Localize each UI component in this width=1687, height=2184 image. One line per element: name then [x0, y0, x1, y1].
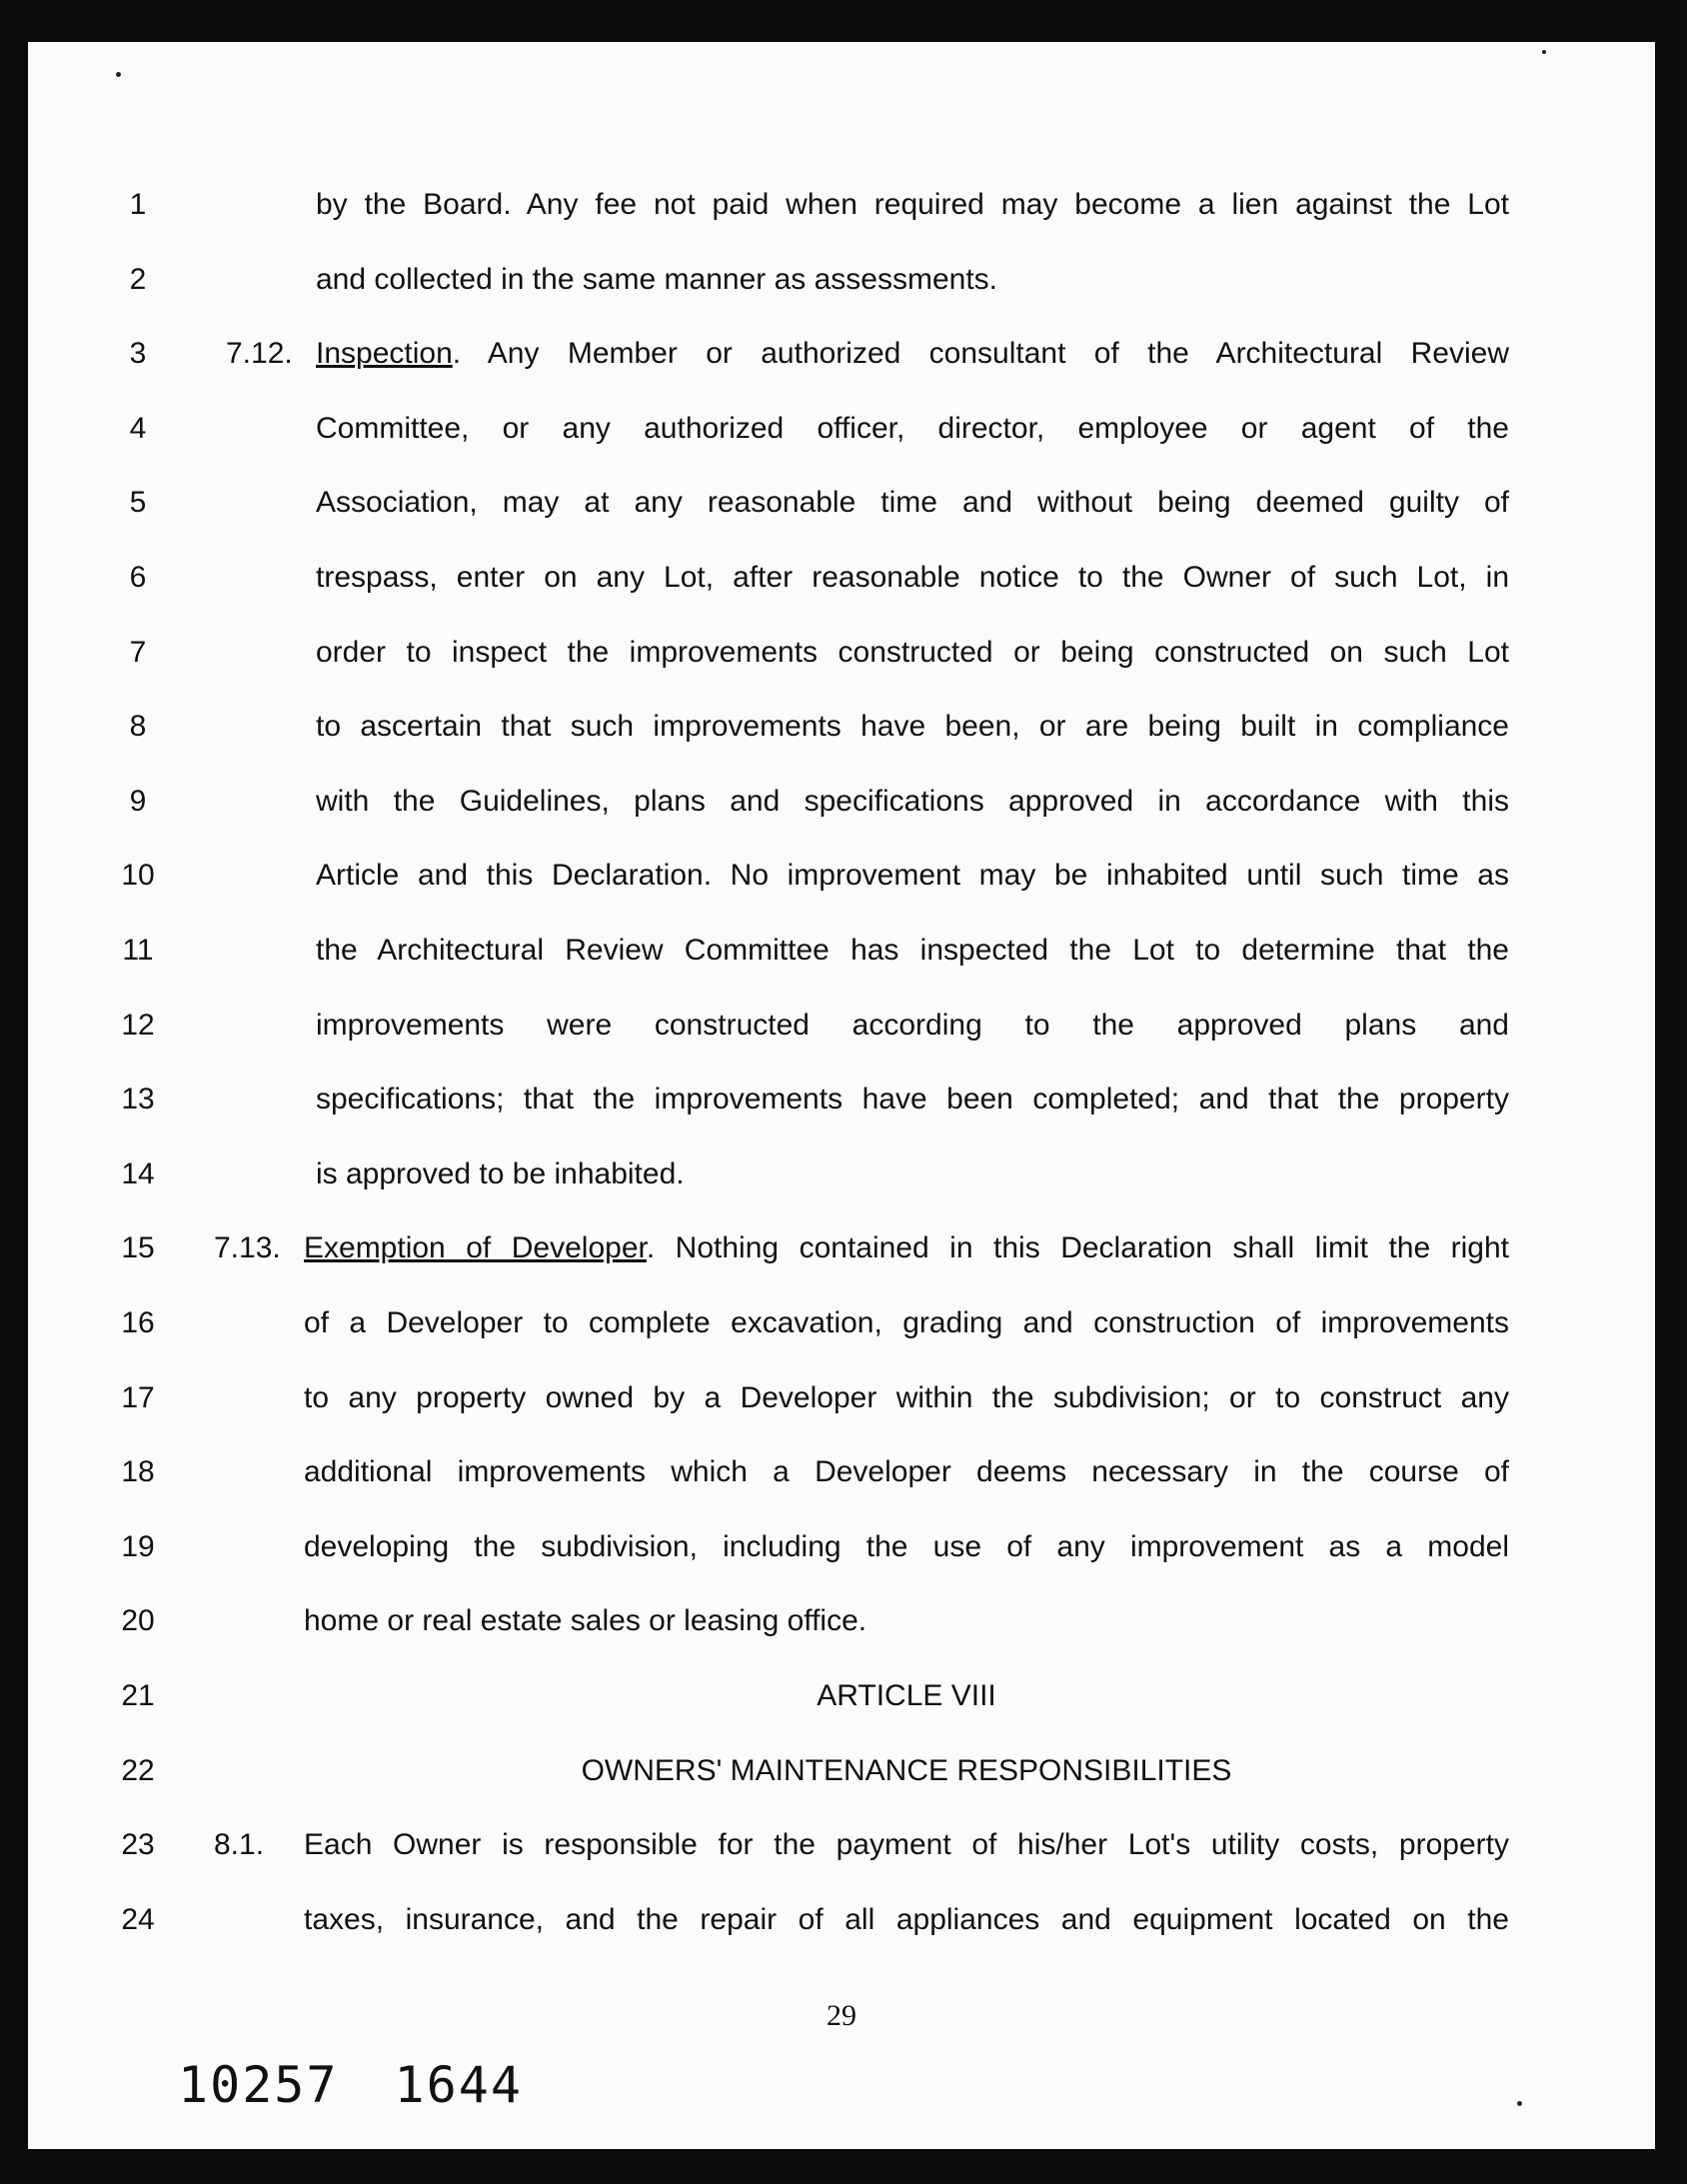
line-number: 2 [129, 262, 147, 296]
scan-speck [116, 72, 121, 77]
line-24 [28, 1890, 1655, 1950]
line-text: developing the subdivision, including the use of any improvement as a model [304, 1529, 1509, 1563]
line-20 [28, 1591, 1655, 1651]
line-5 [28, 473, 1655, 533]
line-text: by the Board. Any fee not paid when required may become a lien against the Lot [316, 188, 1509, 221]
line-number: 9 [129, 784, 147, 818]
line-13 [28, 1070, 1655, 1129]
line-number: 19 [121, 1529, 155, 1563]
line-number: 23 [121, 1828, 155, 1862]
line-8 [28, 697, 1655, 757]
line-number: 6 [129, 561, 147, 594]
line-text: additional improvements which a Developer deems necessary in the course of [304, 1455, 1509, 1489]
line-text: with the Guidelines, plans and specifications approved in accordance with this [316, 784, 1509, 818]
line-12 [28, 996, 1655, 1056]
scan-speck [1517, 2101, 1522, 2106]
line-21 [28, 1666, 1655, 1726]
line-number: 10 [121, 859, 155, 893]
line-text: Inspection. Any Member or authorized consultant of the Architectural Review [316, 337, 1509, 371]
line-9 [28, 772, 1655, 832]
recording-stamp [178, 2056, 579, 2114]
line-15 [28, 1218, 1655, 1278]
line-number: 20 [121, 1604, 155, 1638]
line-text: is approved to be inhabited. [316, 1156, 685, 1190]
line-23 [28, 1815, 1655, 1875]
section-number: 8.1. [214, 1828, 265, 1862]
section-number: 7.12. [226, 337, 293, 371]
section-number: 7.13. [214, 1231, 281, 1265]
line-22 [28, 1741, 1655, 1801]
line-number: 16 [121, 1306, 155, 1339]
line-text: Exemption of Developer. Nothing contained in this Declaration shall limit the right [304, 1231, 1509, 1265]
line-text: of a Developer to complete excavation, grading and construction of improvements [304, 1306, 1509, 1339]
line-17 [28, 1368, 1655, 1428]
line-text: Committee, or any authorized officer, director, employee or agent of the [316, 411, 1509, 445]
line-text: to ascertain that such improvements have been, or are being built in compliance [316, 710, 1509, 744]
stamp-book-number: 10257 [178, 2056, 339, 2114]
line-text: improvements were constructed according to the approved plans and [316, 1008, 1509, 1042]
line-number: 22 [121, 1753, 155, 1787]
line-number: 17 [121, 1380, 155, 1414]
line-18 [28, 1442, 1655, 1502]
line-14 [28, 1144, 1655, 1204]
line-number: 12 [121, 1008, 155, 1042]
section-heading: Exemption of Developer [304, 1231, 647, 1265]
line-text: to any property owned by a Developer within the subdivision; or to construct any [304, 1380, 1509, 1414]
article-heading: OWNERS' MAINTENANCE RESPONSIBILITIES [581, 1753, 1232, 1787]
line-4 [28, 399, 1655, 459]
line-19 [28, 1517, 1655, 1577]
line-10 [28, 846, 1655, 906]
line-number: 3 [129, 337, 147, 371]
document-page [28, 42, 1655, 2149]
line-number: 18 [121, 1455, 155, 1489]
line-number: 14 [121, 1156, 155, 1190]
scan-speck [1542, 50, 1546, 54]
line-2 [28, 250, 1655, 310]
line-16 [28, 1293, 1655, 1353]
line-number: 1 [129, 188, 147, 221]
line-number: 8 [129, 710, 147, 744]
line-text: trespass, enter on any Lot, after reasonable notice to the Owner of such Lot, in [316, 561, 1509, 594]
line-11 [28, 921, 1655, 981]
line-7 [28, 623, 1655, 683]
page-number: 29 [827, 1999, 856, 2032]
section-heading: Inspection [316, 337, 453, 371]
line-1 [28, 175, 1655, 235]
line-text: specifications; that the improvements have been completed; and that the property [316, 1083, 1509, 1116]
line-number: 11 [122, 934, 154, 967]
line-text: order to inspect the improvements constructed or being constructed on such Lot [316, 635, 1509, 669]
line-6 [28, 548, 1655, 608]
line-number: 24 [121, 1902, 155, 1936]
line-text: the Architectural Review Committee has inspected the Lot to determine that the [316, 934, 1509, 967]
line-text: Each Owner is responsible for the payment of his/her Lot's utility costs, property [304, 1828, 1509, 1862]
line-3 [28, 324, 1655, 384]
line-number: 5 [129, 486, 147, 520]
line-number: 13 [121, 1083, 155, 1116]
article-heading: ARTICLE VIII [817, 1679, 996, 1712]
line-number: 7 [129, 635, 147, 669]
line-number: 4 [129, 411, 147, 445]
line-text: Association, may at any reasonable time and without being deemed guilty of [316, 486, 1509, 520]
line-number: 21 [121, 1679, 155, 1712]
stamp-page-number: 1644 [394, 2056, 523, 2114]
line-text: Article and this Declaration. No improvement may be inhabited until such time as [316, 859, 1509, 893]
line-number: 15 [121, 1231, 155, 1265]
line-text: home or real estate sales or leasing office. [304, 1604, 867, 1638]
line-text: and collected in the same manner as assessments. [316, 262, 998, 296]
line-text: taxes, insurance, and the repair of all appliances and equipment located on the [304, 1902, 1509, 1936]
